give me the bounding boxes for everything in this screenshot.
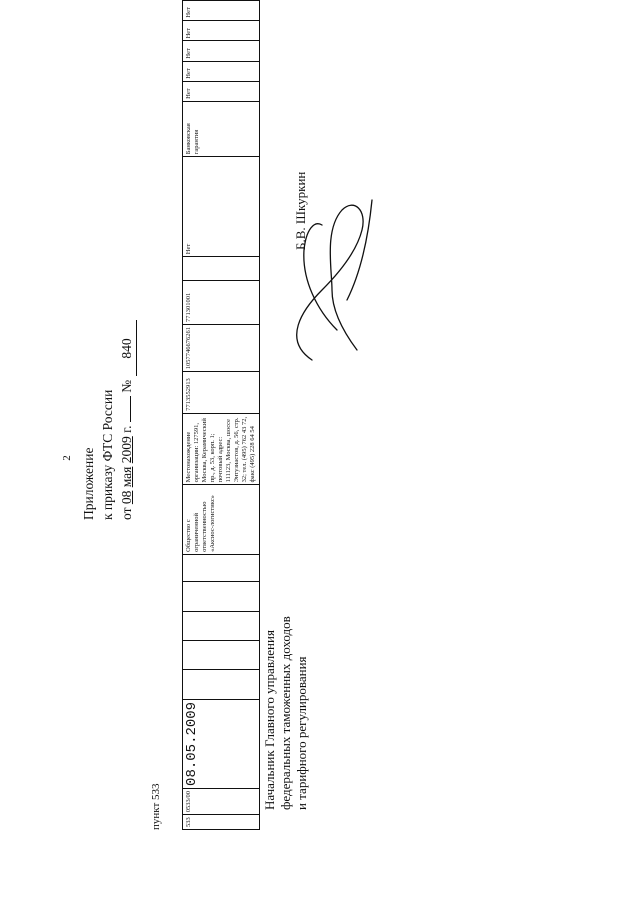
cell-empty-5 — [183, 554, 260, 581]
cell-guarantee: Банковская гарантия — [183, 101, 260, 156]
cell-index: 533 — [183, 815, 260, 830]
cell-field-7: Нет — [183, 1, 260, 21]
order-reference: к приказу ФТС России — [100, 389, 115, 520]
cell-inn: 7713552913 — [183, 372, 260, 413]
cell-empty-3 — [183, 611, 260, 640]
signatory-title-line3: и тарифного регулирования — [294, 656, 309, 810]
page-number: 2 — [60, 455, 73, 461]
cell-empty-2 — [183, 641, 260, 670]
number-sign: № — [119, 379, 134, 393]
year-suffix: г. — [119, 425, 134, 433]
appendix-header — [79, 320, 137, 520]
cell-empty-6 — [183, 257, 260, 281]
point-label: пункт 533 — [150, 783, 162, 830]
handwritten-signature — [262, 190, 392, 370]
order-number: 840 — [117, 320, 137, 376]
signatory-title — [262, 616, 310, 810]
cell-code: 0533/00 — [183, 788, 260, 814]
cell-kpp: 771301001 — [183, 280, 260, 324]
cell-field-1: Нет — [183, 157, 260, 257]
order-year: 2009 — [119, 436, 134, 464]
cell-field-6: Нет — [183, 20, 260, 41]
order-date-line — [117, 320, 137, 520]
signatory-title-line2: федеральных таможенных доходов — [278, 616, 293, 810]
cell-empty-4 — [183, 582, 260, 611]
signer-name: Б.В. Шкуркин — [293, 171, 308, 250]
order-day: 08 — [119, 490, 134, 505]
cell-ogrn: 1057746676261 — [183, 325, 260, 372]
appendix-title: Приложение — [81, 447, 96, 520]
cell-field-5: Нет — [183, 41, 260, 61]
register-table — [182, 0, 260, 830]
cell-field-3: Нет — [183, 81, 260, 101]
cell-field-4: Нет — [183, 61, 260, 81]
table-row — [183, 1, 260, 830]
blank-underline — [130, 396, 131, 422]
cell-org-name: Общество с ограниченной ответственностью «Аксиос-логистикс» — [183, 485, 260, 554]
cell-address: Местонахождение организации: 127591, Москва, Керамический пр., д. 53, корп. 1; почтовый адрес: 111123, Москва, шоссе Энтузиастов, д. 56, стр. 32; тел. (495) 762 43 72, факс (495) 228 64 54 — [183, 413, 260, 485]
cell-date: 08.05.2009 — [183, 699, 260, 788]
signatory-title-line1: Начальник Главного управления — [262, 630, 277, 810]
cell-empty-1 — [183, 670, 260, 699]
date-prefix: от — [119, 507, 134, 520]
order-month: мая — [119, 466, 134, 488]
